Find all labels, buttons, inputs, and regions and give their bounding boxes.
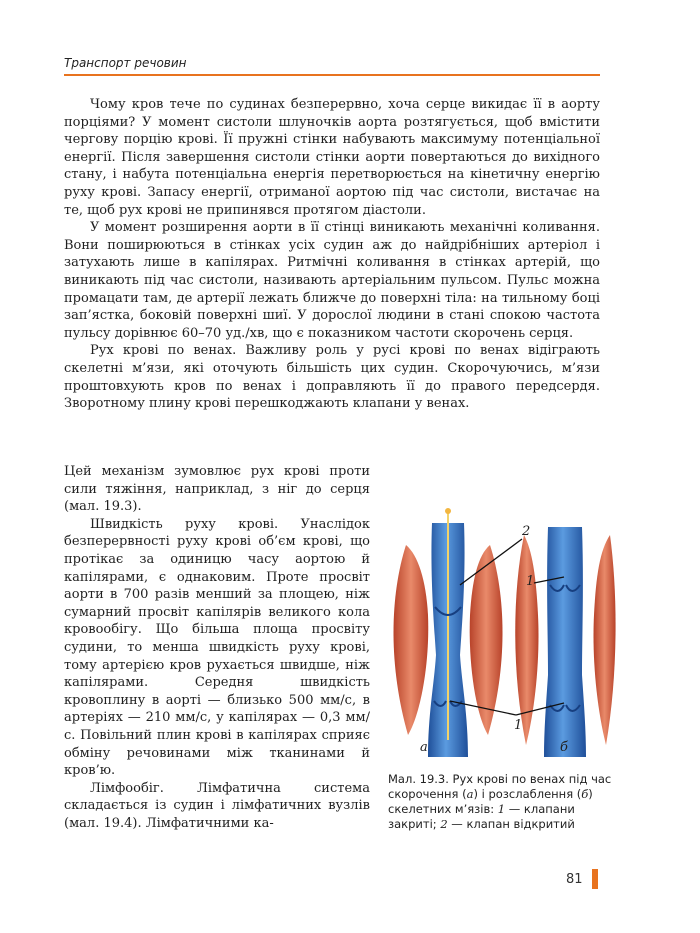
caption-number-1: 1 [497,802,506,816]
caption-text-2: — клапан відкритий [447,817,575,831]
paragraph-3-body: Важливу роль у русі крові по венах відіграють скелетні м’язи, які оточують більшість цих судин. Скорочуючись, м’язи проштовхують кров по венах і доправляють її до правого передсердя. Зворотному плину крові перешкоджають клапани у венах. [64,343,600,412]
muscle-left-a [394,545,429,735]
section-title: Транспорт речовин [64,56,187,70]
header-rule [64,74,600,76]
page-number: 81 [566,872,583,887]
muscle-right-b [594,535,616,745]
figure-label-b: б [560,740,568,755]
page-number-marker [592,869,598,889]
caption-mid-2: ) скелетних м’язів: [388,787,593,816]
paragraph-3-continued: Цей механізм зумовлює рух крові проти сили тяжіння, наприклад, з ніг до серця (мал. 19.3). [64,464,370,515]
paragraph-5-lead: Лімфообіг. [90,780,164,796]
figure-label-a: а [420,740,428,755]
caption-lead: Мал. 19.3. Рух крові по венах під час скорочення ( [388,772,612,801]
figure-label-2: 2 [522,524,531,539]
paragraph-5-body: Лімфатична система складається із судин і лімфатичних вузлів (мал. 19.4). Лімфатичними ка- [64,780,370,831]
paragraph-2: У момент розширення аорти в її стінці виникають механічні коливання. Вони поширюються в стінках усіх судин аж до найдрібніших артеріол і затухають лише в капілярах. Ритмічні коливання в стінках артерій, що виникають під час систоли, називають артеріальним пульсом. Пульс можна промацати там, де артерії лежать ближче до поверхні тіла: на тильному боці зап’ястка, боковій поверхні шиї. У дорослої людини в стані спокою частота пульсу дорівнює 60–70 уд./хв, що є показником частоти скорочень серця. [64,220,600,341]
main-text [64,96,600,413]
muscle-left-b [515,535,538,745]
figure-caption [388,772,618,832]
left-column-text [64,463,370,832]
paragraph-1: Чому кров тече по судинах безперервно, хоча серце викидає її в аорту порціями? У момент систоли шлуночків аорта розтягується, щоб вмістити чергову порцію крові. Її пружні стінки набувають максимуму потенціальної енергії. Після завершення систоли стінки аорти повертаються до вихідного стану, і набута потенціальна енергія перетворюється на кінетичну енергію руху крові. Запасу енергії, отриманої аортою під час систоли, вистачає на те, щоб рух крові не припинявся протягом діастоли. [64,97,600,218]
caption-label-b: б [581,787,589,801]
paragraph-4 [64,516,370,780]
caption-text-1: — клапани закриті; [388,802,575,831]
vein-illustration [388,505,618,765]
figure-19-3 [388,505,618,765]
caption-mid-1: ) і розслаблення ( [473,787,582,801]
paragraph-4-body: Унаслідок безперервності руху крові об’єм крові, що протікає за одиницю часу аортою й капілярами, є однаковим. Проте просвіт аорти в 700 разів менший за площею, ніж сумарний просвіт капілярів великого кола кровообігу. Що більша площа просвіту судини, то менша швидкість руху крові, тому артерією кров рухається швидше, ніж капілярами. Середня швидкість кровоплину в аорті — близько 500 мм/с, в артеріях — 210 мм/с, у капілярах — 0,3 мм/с. Повільний плин крові в капілярах сприяє обміну речовинами між тканинами й кров’ю. [64,516,370,779]
vein-b [544,527,586,757]
paragraph-5 [64,780,370,833]
flow-arrow-tip [445,508,451,514]
running-header [64,56,600,78]
figure-label-1-bottom: 1 [514,718,523,733]
paragraph-3 [64,342,600,412]
paragraph-4-lead: Швидкість руху крові. [90,516,279,532]
caption-number-2: 2 [440,817,448,831]
paragraph-3-lead: Рух крові по венах. [90,343,237,359]
caption-label-a: а [466,787,474,801]
figure-label-1-top: 1 [526,574,535,589]
